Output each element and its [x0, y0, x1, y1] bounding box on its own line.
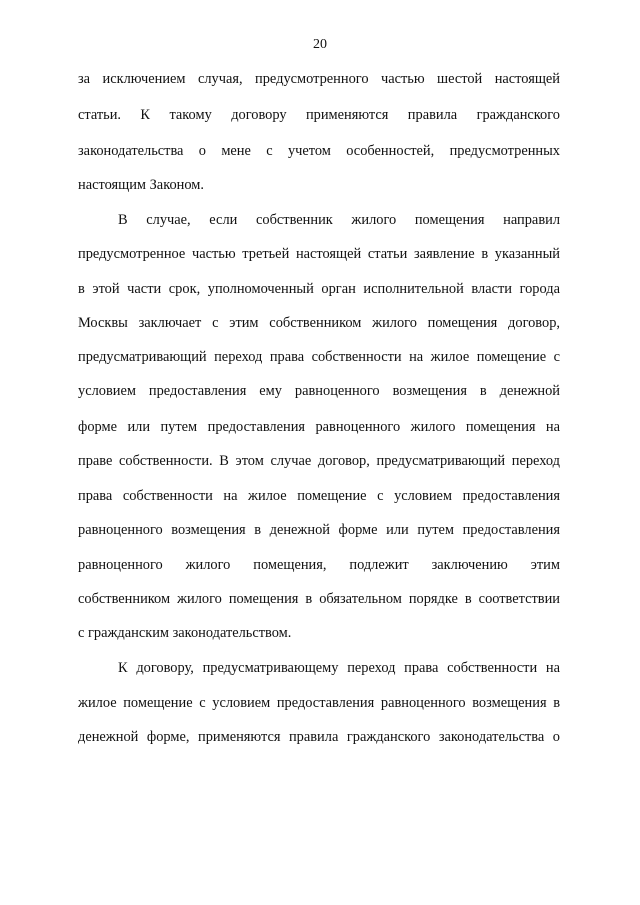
text-line: Москвы заключает с этим собственником жилого помещения договор, [78, 315, 560, 331]
text-line: праве собственности. В этом случае договор, предусматривающий переход [78, 453, 560, 469]
text-line: предусматривающий переход права собственности на жилое помещение с [78, 349, 560, 365]
text-line: собственником жилого помещения в обязательном порядке в соответствии [78, 591, 560, 607]
text-line: условием предоставления ему равноценного возмещения в денежной [78, 383, 560, 399]
text-line: в этой части срок, уполномоченный орган исполнительной власти города [78, 281, 560, 297]
text-line: К договору, предусматривающему переход права собственности на [118, 660, 560, 676]
text-line: В случае, если собственник жилого помещения направил [118, 212, 560, 228]
text-line: настоящим Законом. [78, 177, 204, 193]
text-line: денежной форме, применяются правила гражданского законодательства о [78, 729, 560, 745]
text-line: равноценного возмещения в денежной форме или путем предоставления [78, 522, 560, 538]
text-line: жилое помещение с условием предоставления равноценного возмещения в [78, 695, 560, 711]
text-line: форме или путем предоставления равноценного жилого помещения на [78, 419, 560, 435]
text-line: с гражданским законодательством. [78, 625, 292, 641]
text-line: равноценного жилого помещения, подлежит заключению этим [78, 557, 560, 573]
page-number: 20 [313, 37, 327, 52]
text-line: статьи. К такому договору применяются правила гражданского [78, 107, 560, 123]
text-line: права собственности на жилое помещение с условием предоставления [78, 488, 560, 504]
text-line: за исключением случая, предусмотренного частью шестой настоящей [78, 71, 560, 87]
text-line: предусмотренное частью третьей настоящей статьи заявление в указанный [78, 246, 560, 262]
text-line: законодательства о мене с учетом особенностей, предусмотренных [78, 143, 560, 159]
